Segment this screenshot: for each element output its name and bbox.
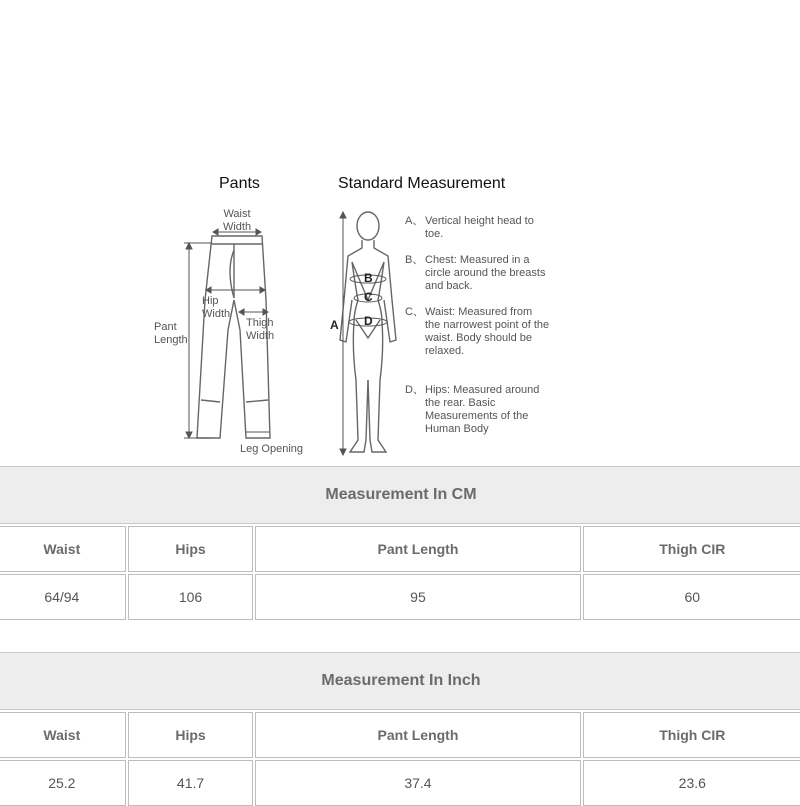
cm-header-pant-length: Pant Length <box>255 526 580 572</box>
cm-header-row <box>0 526 800 572</box>
cm-header-waist: Waist <box>0 526 126 572</box>
inch-header-hips: Hips <box>128 712 254 758</box>
body-label-c: C <box>364 290 373 304</box>
hip-width-label: Hip Width <box>202 295 231 320</box>
cm-header-thigh-cir: Thigh CIR <box>583 526 800 572</box>
definition-text: Chest: Measured in a circle around the breasts and back. <box>425 254 546 292</box>
cm-table-title: Measurement In CM <box>0 466 800 524</box>
pant-length-label: Pant Length <box>154 321 188 346</box>
inch-size-table <box>0 652 800 806</box>
inch-header-waist: Waist <box>0 712 126 758</box>
pants-title: Pants <box>219 175 260 192</box>
cm-value-hips: 106 <box>128 574 254 620</box>
cm-value-waist: 64/94 <box>0 574 126 620</box>
body-illustration <box>340 212 396 452</box>
thigh-width-label: Thigh Width <box>246 317 275 342</box>
body-label-d: D <box>364 314 373 328</box>
inch-value-thigh-cir: 23.6 <box>583 760 800 806</box>
cm-size-table <box>0 466 800 620</box>
inch-header-row <box>0 712 800 758</box>
definition-letter: C、 <box>405 306 424 318</box>
definition-letter: A、 <box>405 215 424 227</box>
inch-header-thigh-cir: Thigh CIR <box>583 712 800 758</box>
inch-header-pant-length: Pant Length <box>255 712 580 758</box>
definition-letter: B、 <box>405 254 424 266</box>
cm-value-pant-length: 95 <box>255 574 580 620</box>
definition-text: Hips: Measured around the rear. Basic Measurements of the Human Body <box>425 384 540 435</box>
leg-opening-label: Leg Opening <box>240 443 303 455</box>
inch-value-waist: 25.2 <box>0 760 126 806</box>
waist-width-label: Waist Width <box>222 208 252 233</box>
body-label-b: B <box>364 271 373 285</box>
inch-value-hips: 41.7 <box>128 760 254 806</box>
definition-text: Waist: Measured from the narrowest point of the waist. Body should be relaxed. <box>425 306 550 357</box>
inch-value-pant-length: 37.4 <box>255 760 580 806</box>
cm-value-thigh-cir: 60 <box>583 574 800 620</box>
definition-letter: D、 <box>405 384 424 396</box>
standard-measurement-title: Standard Measurement <box>338 175 506 192</box>
body-label-a: A <box>330 318 339 332</box>
inch-value-row <box>0 760 800 806</box>
definition-text: Vertical height head to toe. <box>425 215 534 240</box>
inch-table-title: Measurement In Inch <box>0 652 800 710</box>
cm-value-row <box>0 574 800 620</box>
cm-header-hips: Hips <box>128 526 254 572</box>
